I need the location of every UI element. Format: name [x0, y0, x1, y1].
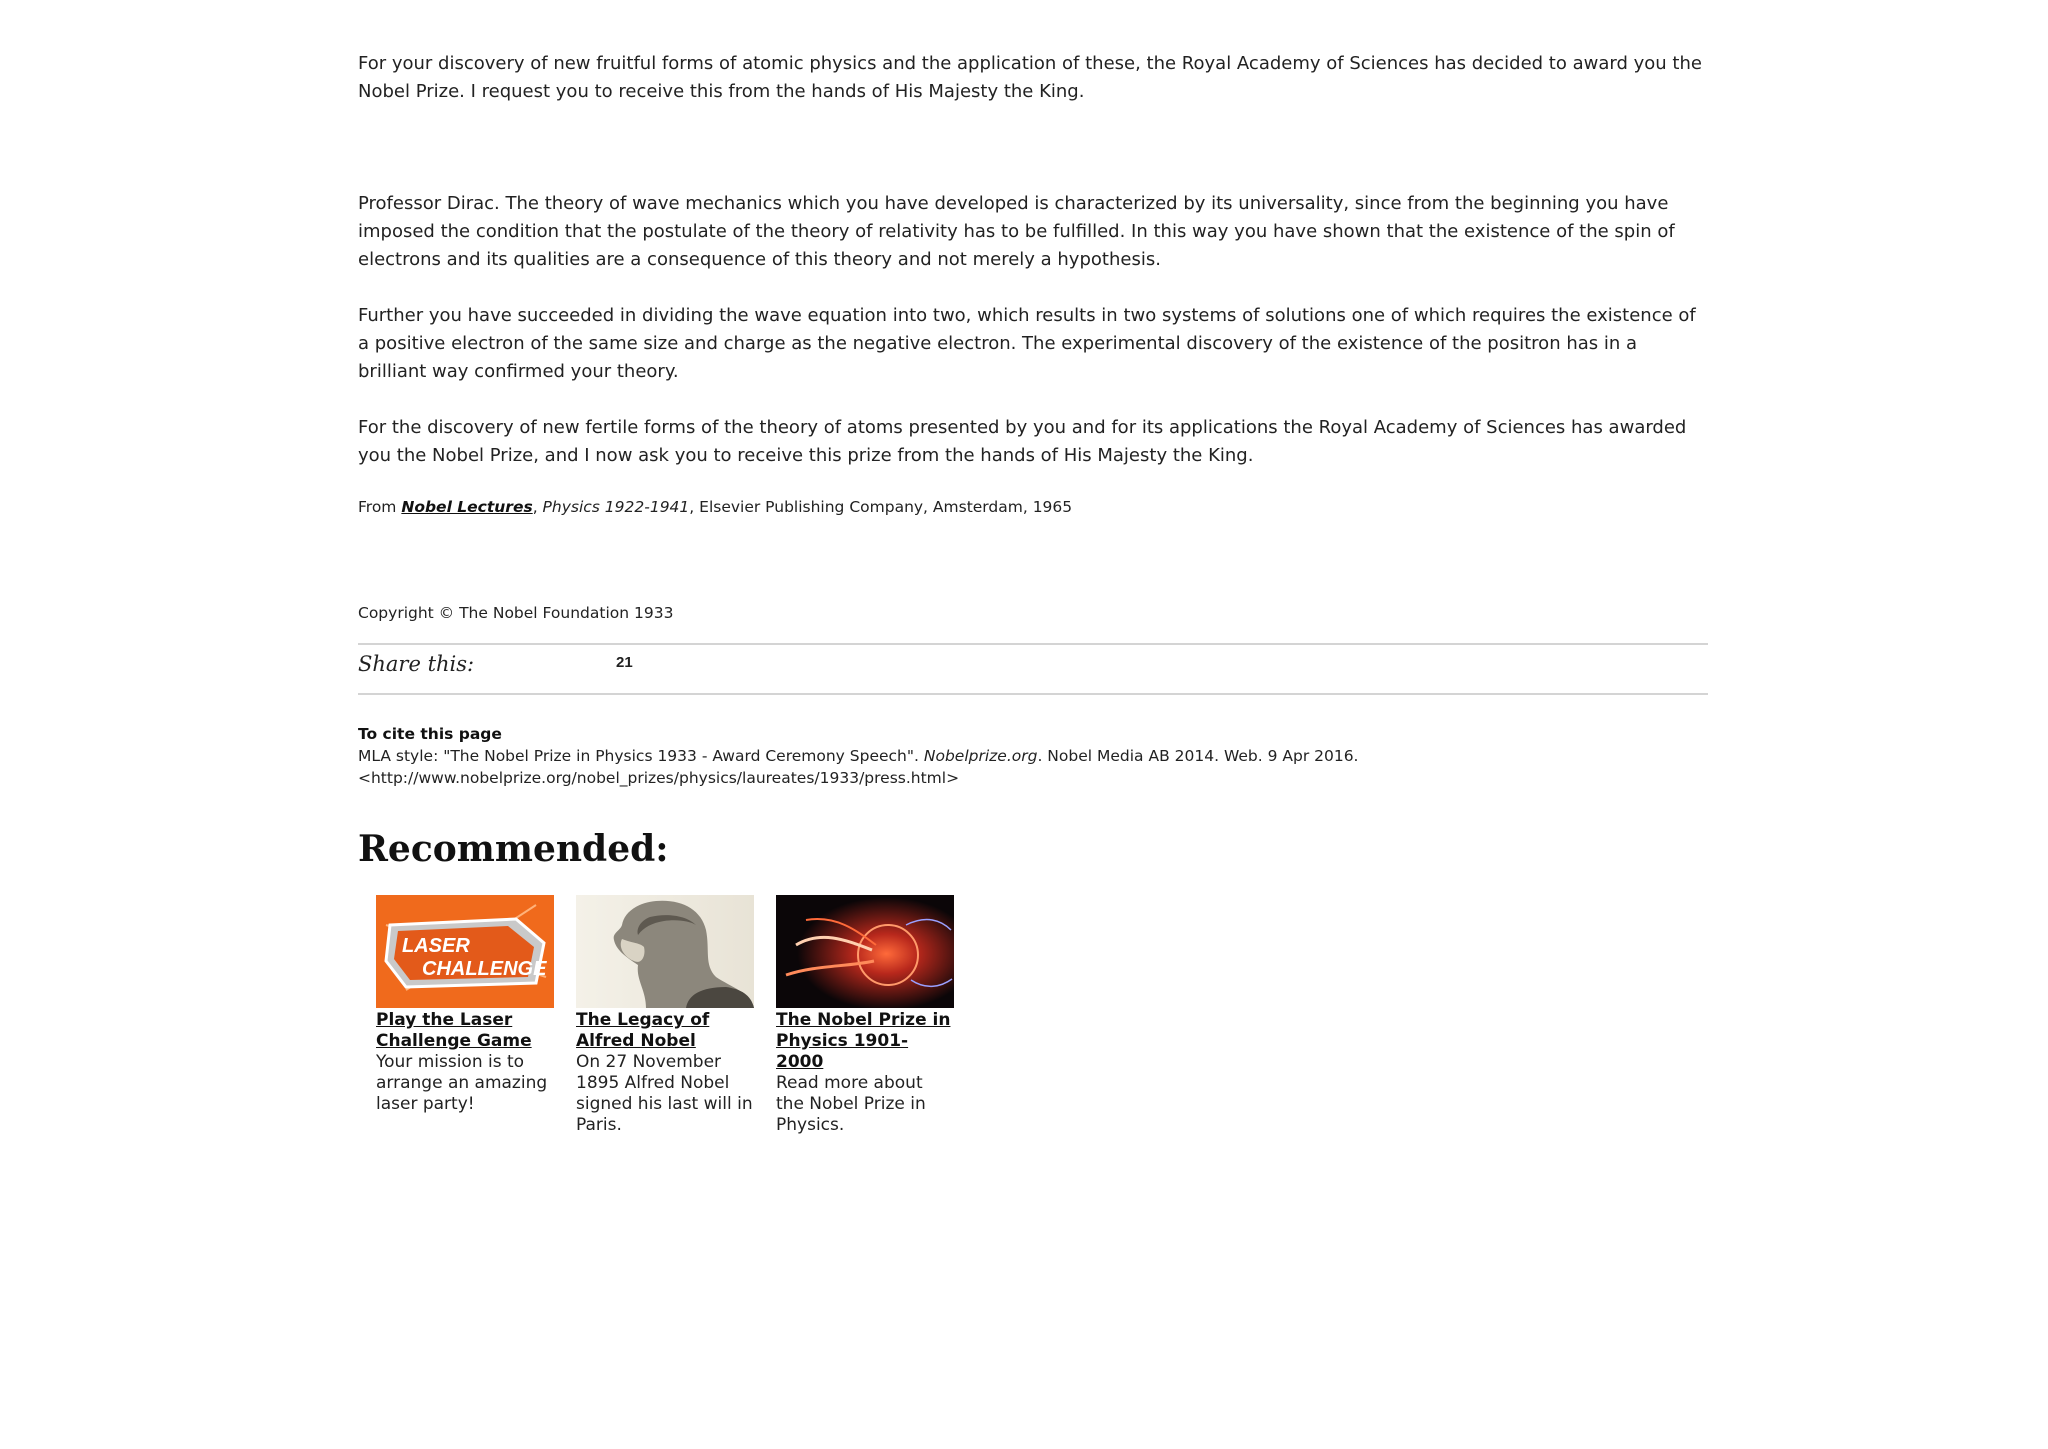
source-prefix: From — [358, 498, 402, 516]
recommended-title-laser-challenge[interactable]: Play the Laser Challenge Game — [376, 1010, 532, 1051]
source-comma: , — [532, 498, 543, 516]
recommended-list — [358, 895, 1708, 1136]
laser-logo-line-1: LASER — [402, 935, 470, 957]
recommended-heading: Recommended: — [358, 828, 669, 870]
share-count[interactable]: 21 — [616, 654, 633, 671]
article-content — [358, 50, 1708, 1136]
plasma-ball-thumbnail[interactable] — [776, 895, 954, 1008]
speech-paragraph-3: Further you have succeeded in dividing the wave equation into two, which results in two systems of solutions one of which requires the existence of a positive electron of the same size and charge as the negative electron. The experimental discovery of the existence of the positron has in a brilliant way confirmed your theory. — [358, 305, 1696, 382]
recommended-item-laser-challenge[interactable] — [376, 895, 554, 1136]
cite-prefix: MLA style: "The Nobel Prize in Physics 1933 - Award Ceremony Speech". — [358, 747, 924, 765]
nobel-lectures-link[interactable]: Nobel Lectures — [401, 498, 533, 516]
cite-text — [358, 745, 1708, 789]
source-citation — [358, 496, 1708, 518]
speech-paragraph-2: Professor Dirac. The theory of wave mechanics which you have developed is characterized by its universality, since from the beginning you have imposed the condition that the postulate of the theory of relativity has to be fulfilled. In this way you have shown that the existence of the spin of electrons and its qualities are a consequence of this theory and not merely a hypothesis. — [358, 193, 1675, 270]
alfred-nobel-portrait-thumbnail[interactable] — [576, 895, 754, 1008]
recommended-title-physics-prize[interactable]: The Nobel Prize in Physics 1901-2000 — [776, 1010, 951, 1072]
recommended-desc-alfred-nobel: On 27 November 1895 Alfred Nobel signed his last will in Paris. — [576, 1052, 753, 1135]
cite-heading: To cite this page — [358, 725, 502, 743]
speech-paragraph-4: For the discovery of new fertile forms of the theory of atoms presented by you and for its applications the Royal Academy of Sciences has awarded you the Nobel Prize, and I now ask you to receive this prize from the hands of His Majesty the King. — [358, 417, 1687, 466]
copyright-notice: Copyright © The Nobel Foundation 1933 — [358, 604, 674, 622]
recommended-title-alfred-nobel[interactable]: The Legacy of Alfred Nobel — [576, 1010, 710, 1051]
speech-paragraph-1: For your discovery of new fruitful forms of atomic physics and the application of these, the Royal Academy of Sciences has decided to award you the Nobel Prize. I request you to receive this from the hands of His Majesty the King. — [358, 53, 1702, 102]
recommended-item-physics-prize[interactable] — [776, 895, 954, 1136]
recommended-item-alfred-nobel[interactable] — [576, 895, 754, 1136]
laser-challenge-thumbnail[interactable] — [376, 895, 554, 1008]
source-suffix: , Elsevier Publishing Company, Amsterdam, 1965 — [689, 498, 1073, 516]
recommended-desc-physics-prize: Read more about the Nobel Prize in Physics. — [776, 1073, 926, 1135]
cite-site: Nobelprize.org — [923, 747, 1038, 765]
source-book-title: Physics 1922-1941 — [542, 498, 690, 516]
cite-suffix: . Nobel Media AB 2014. Web. 9 Apr 2016. <http://www.nobelprize.org/nobel_prizes/physics/laureates/1933/press.html> — [358, 747, 1359, 787]
share-bar — [358, 643, 1708, 695]
recommended-desc-laser-challenge: Your mission is to arrange an amazing laser party! — [376, 1052, 548, 1114]
laser-logo-line-2: CHALLENGE — [422, 958, 547, 980]
share-label: Share this: — [358, 652, 475, 676]
